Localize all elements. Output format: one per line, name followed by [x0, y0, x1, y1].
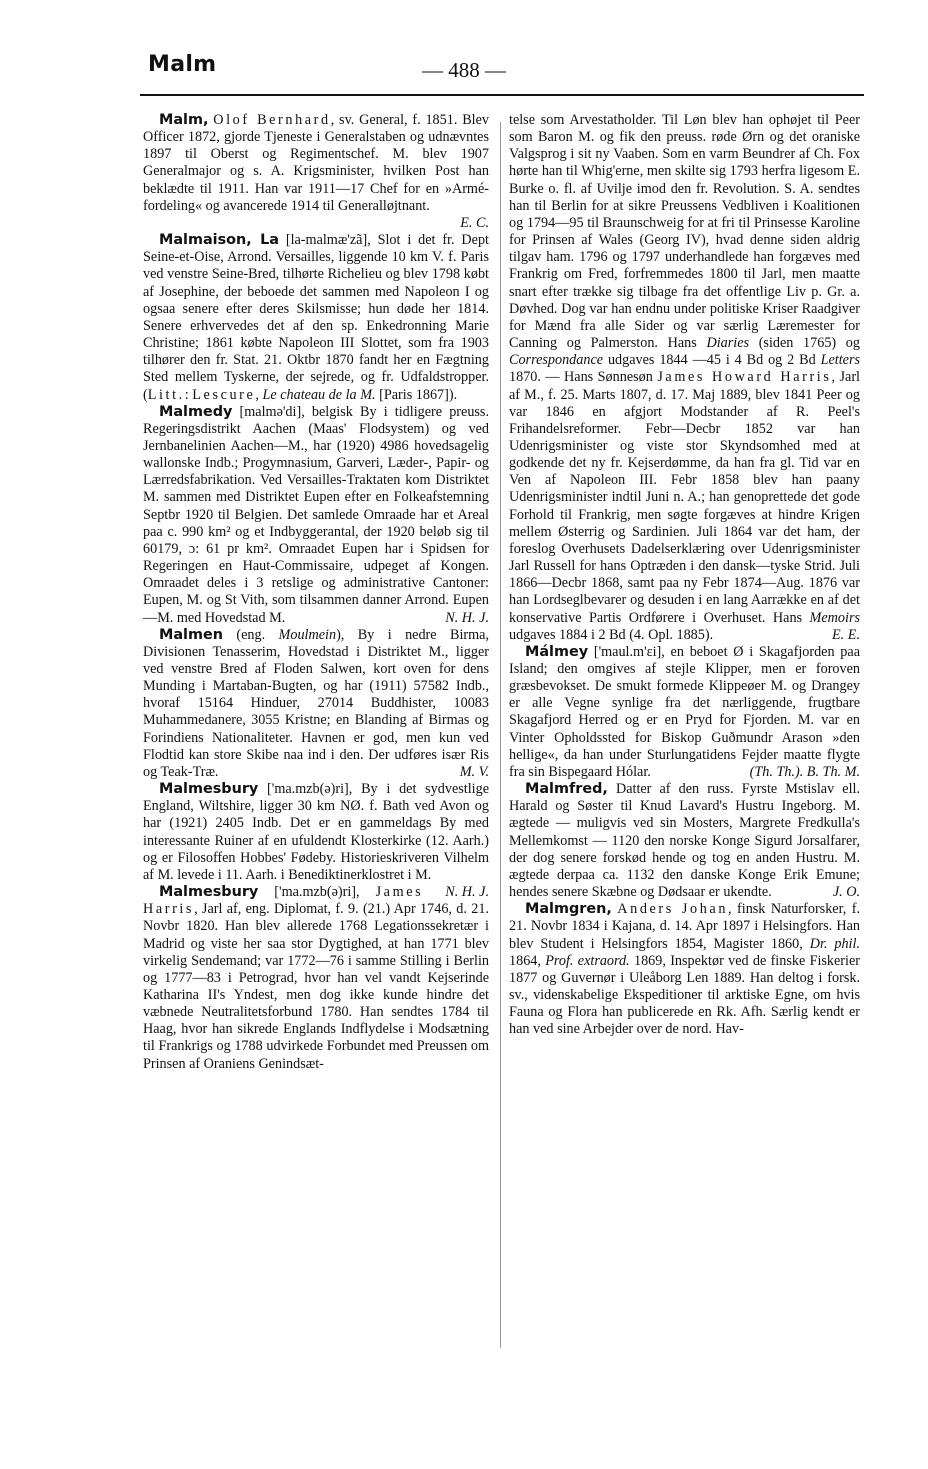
entry-headword: Málmey: [525, 643, 589, 660]
entry-headword: Malmgren,: [525, 901, 612, 918]
entry-text: ), By i nedre Birma, Divisionen Tenasserim, Hovedstad i Distriktet M., ligger ved venstre Bred af Floden Salwen, kort oven for dens Munding i Martaban-Bugten, og har (1911) 57582 Indb., hvoraf 15164 Hinduer, 27014 Buddhister, 10083 Muhammedanere, 3055 Kristne; en Blanding af Birmas og Forindiens Nationaliteter. Havnen er god, men kun ved Flodtid kan store Skibe naa ind i den. Der udføres især Ris og Teak-Træ.: [143, 626, 489, 780]
entry-signature: N. H. J.: [445, 609, 489, 626]
entry-person-name: Olof Bernhard: [213, 112, 331, 128]
entry-headword: Malmen: [159, 626, 223, 643]
entry-person-name: James Harris: [143, 884, 424, 918]
header-rule: [140, 94, 864, 96]
entry-text: udgaves 1884 i 2 Bd (4. Opl. 1885).: [509, 626, 714, 643]
entry-malmesbury-continued: [509, 112, 860, 644]
entry-text: , sv. General, f. 1851. Blev Officer 1872, gjorde Tjeneste i Generalstaben og udnævntes 1897 til Oberst og Regimentschef. M. blev 1907 Generalmajor og s. A. Krigsminister, hvilken Post han beklædte til 1911. Han var 1911—17 Chef for en »Armé-fordeling« og avancerede 1914 til Generalløjtnant.: [143, 112, 490, 214]
entry-text: udgaves 1844 —45 i 4 Bd og 2 Bd: [603, 352, 821, 369]
entry-headword: Malmfred,: [525, 781, 608, 798]
entry-text: [la-malmæ'zã], Slot i det fr. Dept Seine-et-Oise, Arrond. Versailles, liggende 10 km V. f. Paris ved venstre Seine-Bred, tilhørte Richelieu og blev 1798 købt af Josephine, der beboede det sammen med Napoleon I og ogsaa senere efter deres Skilsmisse; hun døde her 1814. Senere erhvervedes det af den sp. Enkedronning Marie Christine; 1861 købte Napoleon III Slottet, som fra 1903 tilhører den fr. Stat. 21. Oktbr 1870 fandt her en Fægtning Sted mellem Tyskerne, der sejrede, og fr. Udfaldstropper. (: [143, 232, 489, 403]
entry-malm: [143, 112, 489, 232]
entry-text: , Jarl af M., f. 25. Marts 1807, d. 17. Maj 1889, blev 1841 Peer og var 1846 en afgjort Modstander af R. Peel's Frihandelsreformer. Febr—Decbr 1852 var han Udenrigsminister og viste stor Skyndsomhed med at godkende det ny fr. Kejserdømme, da han fra gl. Tid var en Ven af Napoleon III. Febr 1858 blev han paany Udenrigsminister indtil Juni n. A.; han genoprettede det gode Forhold til Frankrig, men søgte forgæves at hindre Krigen mellem Østerrig og Sardinien. Juli 1864 var det ham, der foreslog Overhusets Dadelserklæring over Udenrigsminister Jarl Russell for hans Optræden i den dansk—tyske Strid. Juli 1866—Decbr 1868, samt paa ny Febr 1874—Aug. 1876 var han Lordseglbevarer og desuden i en lang Aarrække en af det konservative Partis Ordførere i Overhuset. Hans: [509, 369, 860, 626]
entry-malmedy: [143, 404, 489, 627]
literature-label: Litt.: [147, 386, 185, 403]
entry-text: 1869, Inspektør ved de finske Fiskerier 1877 og Guvernør i Uleåborg Len 1889. Han deltog i forsk. sv., videnskabelige Ekspeditioner til arktiske Egne, om hvis Fauna og Flora han publicerede en Rk. Afh. Særlig kendt er han ved sine Arbejder over de nord. Hav-: [509, 952, 860, 1038]
entry-malmgren: [509, 901, 860, 1038]
entry-headword: Malmaison, La: [159, 232, 279, 249]
right-column: [509, 112, 860, 1038]
work-title: Letters: [820, 352, 860, 369]
entry-signature: E. E.: [832, 626, 860, 643]
entry-text: ['ma.mzb(ə)ri],: [258, 884, 376, 901]
entry-person-name: Anders Johan: [617, 901, 729, 918]
running-headword: Malm: [148, 52, 217, 77]
column-divider: [500, 122, 501, 1348]
work-title: Memoirs: [809, 609, 860, 626]
entry-signature: N. H. J.: [445, 884, 489, 901]
left-column: [143, 112, 489, 1073]
page-number: — 488 —: [422, 58, 506, 82]
entry-headword: Malmedy: [159, 403, 233, 420]
entry-text: [Paris 1867]).: [375, 386, 458, 403]
entry-text: [malmə'di], belgisk By i tidligere preuss. Regeringsdistrikt Aachen (Maas' Flodsystem) og ved Jernbanelinien Aachen—M., har (1920) 4986 hovedsagelig wallonske Indb.; Progymnasium, Garveri, Læder-, Papir- og Lærredsfabrikation. Ved Versailles-Traktaten kom Distriktet M. sammen med Distriktet Eupen efter en Folkeafstemning Septbr 1920 til Belgien. Det samlede Omraade har et Areal paa c. 990 km² og et Indbyggerantal, der 1920 beløb sig til 60179, ɔ: 61 pr km². Omraadet Eupen har i Spidsen for Regeringen en Haut-Commissaire, udpeget af Kongen. Omraadet deles i 3 retslige og administrative Cantoner: Eupen, M. og St Vith, som tilsammen danner Arrond. Eupen—M. med Hovedstad M.: [143, 403, 489, 626]
entry-malmfred: [509, 781, 860, 901]
entry-headword: Malm,: [159, 112, 209, 128]
entry-malmaison: [143, 232, 489, 404]
entry-malmey: [509, 644, 860, 781]
entry-signature: E. C.: [460, 214, 489, 231]
english-name: Moulmein: [278, 626, 337, 643]
entry-text-sep: ,: [255, 386, 263, 403]
entry-malmesbury-earl: [143, 884, 489, 1073]
entry-text: telse som Arvestatholder. Til Løn blev han ophøjet til Peer som Baron M. og fik den preuss. røde Ørn og det oraniske Valgsprog i sit ny Vaaben. Som en varm Beundrer af Ch. Fox hørte han til Whig'erne, men skilte sig 1793 herfra ligesom E. Burke o. fl. af Uvilje imod den fr. Revolution. S. A. sendtes han til Berlin for at sikre Preussens Vedbliven i Koalitionen og 1794—95 til Braunschweig for at fri til Prinsesse Karoline for Prinsen af Wales (Georg IV), hvad denne siden aldrig tilgav ham. 1796 og 1797 underhandlede han forgæves med Frankrig om Fred, forfremmedes 1800 til Jarl, men maatte snart efter trække sig tilbage fra det offentlige Liv p. Gr. a. Døvhed. Dog var han endnu under politiske Kriser Raadgiver for Mænd fra alle Sider og var særlig Læremester for Canning og Palmerston. Hans: [509, 112, 860, 352]
literature-title: Le chateau de la M.: [262, 386, 376, 403]
entry-text: 1870. — Hans Sønnesøn: [509, 369, 658, 386]
entry-text: 1864,: [509, 952, 546, 969]
work-title: Diaries: [706, 335, 750, 352]
entry-text-sep: :: [184, 386, 193, 403]
entry-text: , Jarl af, eng. Diplomat, f. 9. (21.) Apr 1746, d. 21. Novbr 1820. Han blev allerede 1768 Legationssekretær i Madrid og viste her saa stor Dygtighed, at han 1771 blev virkelig Sendemand; var 1772—76 i samme Stilling i Berlin og 1777—83 i Petrograd, hvor han vel vandt Kejserinde Katharina II's Yndest, men dog ikke kunde hindre det væbnede Neutralitetsforbund 1780. Han sendtes 1784 til Haag, hvor han sikrede Englands Indflydelse i Modsætning til Frankrigs og 1788 udvirkede Forbundet med Preussen om Prinsen af Oraniens Genindsæt-: [143, 901, 489, 1072]
entry-text: (eng.: [222, 626, 279, 643]
degree-title: Prof. extraord.: [545, 952, 630, 969]
entry-text: Datter af den russ. Fyrste Mstislav ell. Harald og Søster til Knud Lavard's Hustru Ingeborg. M. ægtede — muligvis ved sin Mosters, Margrete Fredkulla's Mellemkomst — 1120 den norske Konge Sigurd Jorsalfarer, der dog senere forskød hende og tog en anden Hustru. M. ægtede derpaa ca. 1132 den danske Konge Erik Emune; hendes senere Skæbne og Dødsaar er ukendte.: [509, 781, 860, 901]
entry-malmen: [143, 627, 489, 781]
entry-signature: J. O.: [832, 884, 860, 901]
work-title: Correspondance: [509, 352, 604, 369]
entry-text: ['ma.mzb(ə)ri], By i det sydvestlige England, Wiltshire, ligger 30 km NØ. f. Bath ved Avon og har (1921) 2405 Indb. Det er en gammeldags By med interessante Ruiner af en ufuldendt Klosterkirke (12. Aarh.) og er Filosoffen Hobbes' Fødeby. Historieskriveren Vilhelm af M. levede i 11. Aarh. i Benediktinerklostret i M.: [143, 781, 489, 883]
entry-headword: Malmesbury: [159, 781, 259, 798]
entry-signature: (Th. Th.). B. Th. M.: [749, 763, 860, 780]
entry-text: , finsk Naturforsker, f. 21. Novbr 1834 i Kajana, d. 14. Apr 1897 i Helsingfors. Han blev Student i Helsingfors 1854, Magister 1860,: [509, 901, 861, 952]
entry-person-name: James Howard Harris: [657, 369, 832, 386]
literature-author: Lescure: [192, 386, 256, 403]
entry-headword: Malmesbury: [159, 884, 259, 901]
entry-signature: M. V.: [459, 763, 489, 780]
degree-title: Dr. phil.: [809, 935, 860, 952]
entry-text: ['maul.m'ɛi], en beboet Ø i Skagafjorden paa Island; den omgives af stejle Klipper, men er foroven græsbevokset. De smukt formede Klippeøer M. og Drangey er alle Vegne synlige fra det nærliggende, frugtbare Skagafjord Herred og er en Pryd for Fjorden. M. var en Vinter Opholdssted for Biskop Guðmundr Arason »den hellige«, da han under Sturlungatidens Fejder maatte flygte fra sin Bispegaard Hólar.: [509, 643, 860, 780]
entry-text: (siden 1765) og: [749, 335, 860, 352]
